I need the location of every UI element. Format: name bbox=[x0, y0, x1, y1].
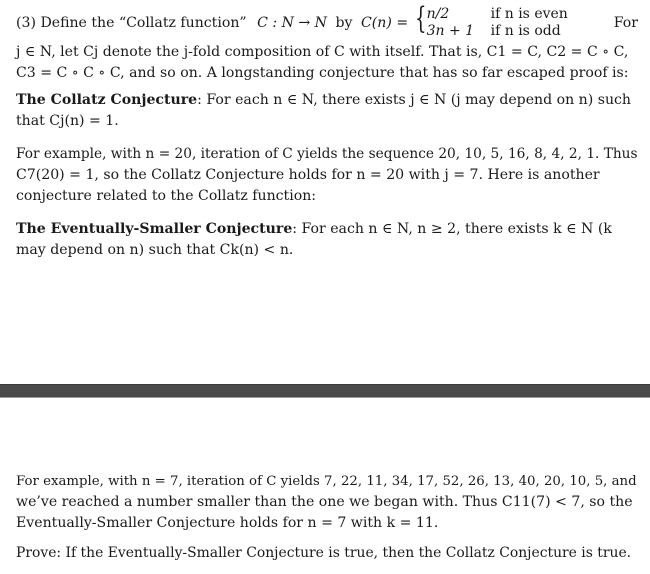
intro-func-lhs: C(n) = bbox=[360, 15, 409, 31]
intro-map: C : N → N bbox=[257, 15, 328, 31]
collatz-conjecture-statement bbox=[16, 90, 638, 132]
example-one-line-3: conjecture related to the Collatz function: bbox=[16, 188, 317, 204]
page-bottom bbox=[0, 398, 650, 574]
example-one-line-2: C7(20) = 1, so the Collatz Conjecture holds for n = 20 with j = 7. Here is another bbox=[16, 167, 600, 183]
collatz-conjecture-title: The Collatz Conjecture bbox=[16, 92, 198, 108]
page-break-divider bbox=[0, 384, 650, 398]
example-two-paragraph bbox=[16, 471, 638, 534]
example-two-line-2: we’ve reached a number smaller than the one we began with. Thus C11(7) < 7, so the bbox=[16, 494, 633, 510]
example-two-line-1: For example, with n = 7, iteration of C yields 7, 22, 11, 34, 17, 52, 26, 13, 40, 20, 10, 5, and bbox=[16, 474, 637, 489]
case-odd-expr: 3n + 1 bbox=[426, 23, 475, 39]
piecewise-definition bbox=[414, 1, 568, 42]
collatz-line-1-text: : For each n ∈ N, there exists j ∈ N (j may depend on n) such bbox=[197, 92, 632, 108]
intro-line-3: C3 = C ∘ C ∘ C, and so on. A longstanding conjecture that has so far escaped proof is: bbox=[16, 65, 629, 81]
intro-by: by bbox=[335, 15, 353, 31]
piecewise-cases bbox=[427, 6, 568, 40]
collatz-line-1 bbox=[16, 90, 638, 111]
case-even bbox=[427, 6, 568, 23]
intro-line-2: j ∈ N, let Cj denote the j-fold composition of C with itself. That is, C1 = C, C2 = C ∘ C, bbox=[16, 44, 629, 60]
collatz-line-2: that Cj(n) = 1. bbox=[16, 113, 119, 129]
left-brace: { bbox=[414, 1, 427, 36]
case-even-expr: n/2 bbox=[426, 6, 450, 22]
prove-statement bbox=[16, 543, 638, 564]
eventually-smaller-line-1 bbox=[16, 219, 638, 240]
eventually-smaller-title: The Eventually-Smaller Conjecture bbox=[16, 221, 293, 237]
eventually-smaller-line-2: may depend on n) such that Ck(n) < n. bbox=[16, 242, 294, 258]
eventually-smaller-line-1-text: : For each n ∈ N, n ≥ 2, there exists k ∈ N (k bbox=[292, 221, 612, 237]
case-even-cond: if n is even bbox=[490, 6, 568, 22]
example-two-line-3: Eventually-Smaller Conjecture holds for n = 7 with k = 11. bbox=[16, 515, 439, 531]
example-one-line-1: For example, with n = 20, iteration of C yields the sequence 20, 10, 5, 16, 8, 4, 2, 1. Thus bbox=[16, 146, 638, 162]
intro-label: (3) Define the “Collatz function” bbox=[16, 15, 247, 31]
prove-text: Prove: If the Eventually-Smaller Conjecture is true, then the Collatz Conjecture is true. bbox=[16, 545, 632, 561]
case-odd-cond: if n is odd bbox=[490, 23, 561, 39]
example-one-paragraph bbox=[16, 144, 638, 207]
intro-line-1 bbox=[16, 1, 638, 42]
intro-for: For bbox=[613, 15, 638, 31]
case-odd bbox=[427, 23, 568, 40]
eventually-smaller-statement bbox=[16, 219, 638, 261]
intro-paragraph bbox=[16, 1, 638, 84]
